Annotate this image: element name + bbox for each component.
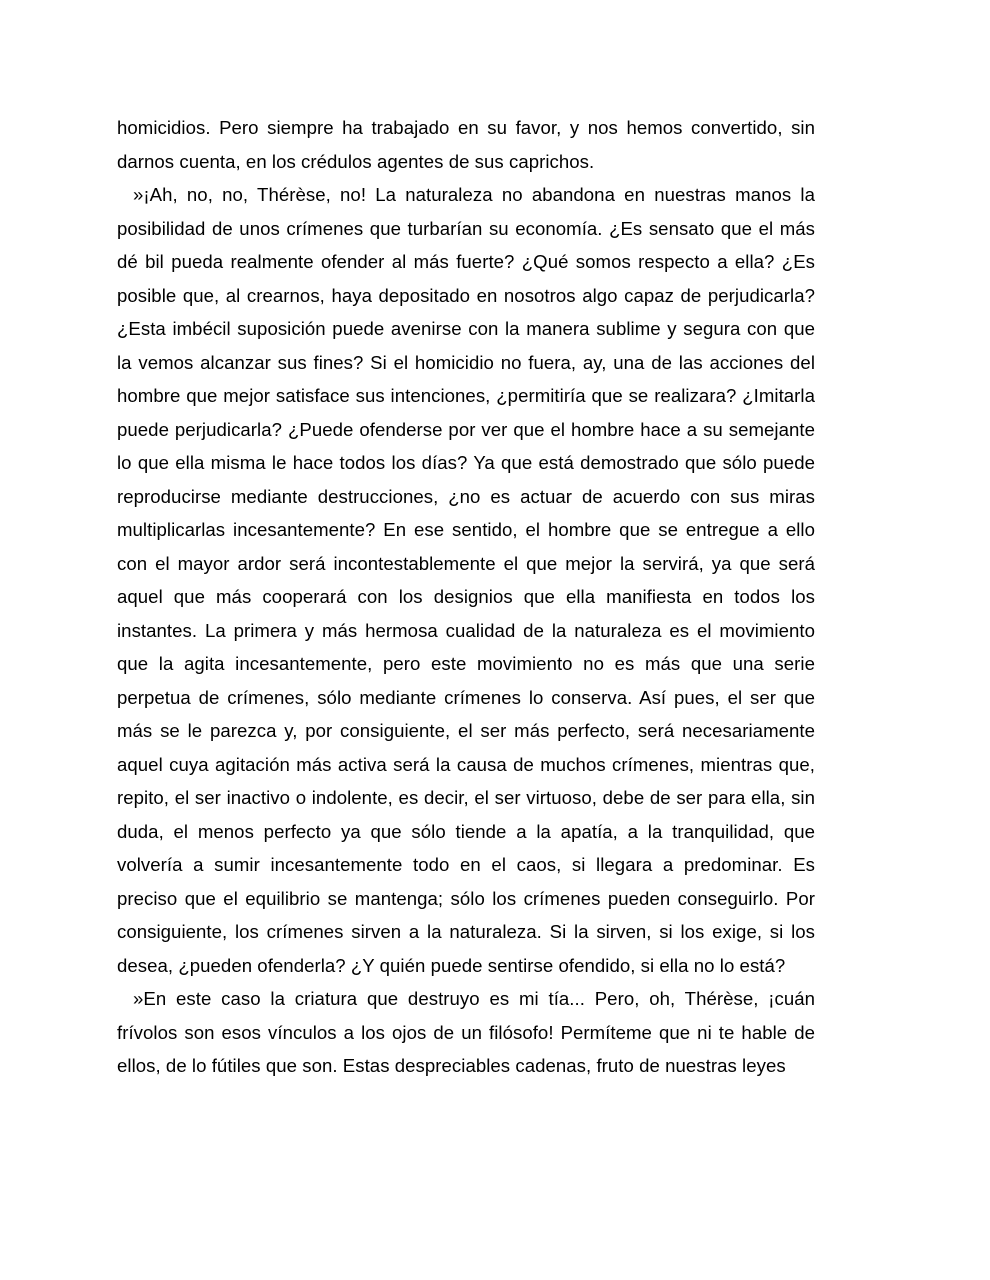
document-page [117,111,815,1083]
paragraph: »¡Ah, no, no, Thérèse, no! La naturaleza no abandona en nuestras manos la posibilidad de unos crímenes que turbarían su economía. ¿Es sensato que el más dé bil pueda realmente ofender al más fuerte? ¿Qué somos respecto a ella? ¿Es posible que, al crearnos, haya depositado en nosotros algo capaz de perjudicarla? ¿Esta imbécil suposición puede avenirse con la manera sublime y segura con que la vemos alcanzar sus fines? Si el homicidio no fuera, ay, una de las acciones del hombre que mejor satisface sus intenciones, ¿permitiría que se realizara? ¿Imitarla puede perjudicarla? ¿Puede ofenderse por ver que el hombre hace a su semejante lo que ella misma le hace todos los días? Ya que está demostrado que sólo puede reproducirse mediante destrucciones, ¿no es actuar de acuerdo con sus miras multiplicarlas incesantemente? En ese sentido, el hombre que se entregue a ello con el mayor ardor será incontestablemente el que mejor la servirá, ya que será aquel que más cooperará con los designios que ella manifiesta en todos los instantes. La primera y más hermosa cualidad de la naturaleza es el movimiento que la agita incesantemente, pero este movimiento no es más que una serie perpetua de crímenes, sólo mediante crímenes lo conserva. Así pues, el ser que más se le parezca y, por consiguiente, el ser más perfecto, será necesariamente aquel cuya agitación más activa será la causa de muchos crímenes, mientras que, repito, el ser inactivo o indolente, es decir, el ser virtuoso, debe de ser para ella, sin duda, el menos perfecto ya que sólo tiende a la apatía, a la tranquilidad, que volvería a sumir incesantemente todo en el caos, si llegara a predominar. Es preciso que el equilibrio se mantenga; sólo los crímenes pueden conseguirlo. Por consiguiente, los crímenes sirven a la naturaleza. Si la sirven, si los exige, si los desea, ¿pueden ofenderla? ¿Y quién puede sentirse ofendido, si ella no lo está? [117,184,815,976]
paragraph: homicidios. Pero siempre ha trabajado en su favor, y nos hemos convertido, sin darnos cuenta, en los crédulos agentes de sus caprichos. [117,117,815,172]
paragraph: »En este caso la criatura que destruyo es mi tía... Pero, oh, Thérèse, ¡cuán frívolos son esos vínculos a los ojos de un filósofo! Permíteme que ni te hable de ellos, de lo fútiles que son. Estas despreciables cadenas, fruto de nuestras leyes [117,988,815,1076]
